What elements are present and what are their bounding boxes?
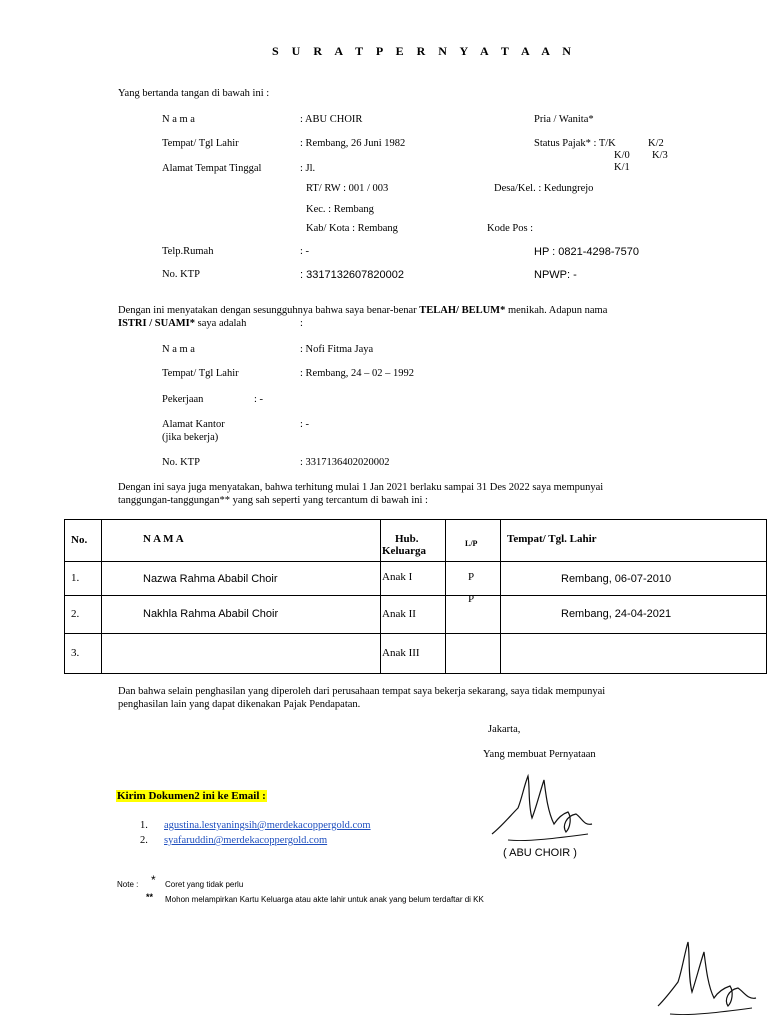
initials-signature-image <box>652 936 762 1022</box>
declarant-birth-value: : Rembang, 26 Juni 1982 <box>300 138 406 149</box>
address-label: Alamat Tempat Tinggal <box>162 163 262 174</box>
declarant-gender: Pria / Wanita* <box>534 114 594 125</box>
income-line-1: Dan bahwa selain penghasilan yang diperoleh dari perusahaan tempat saya bekerja sekarang, saya tidak mempunyai <box>118 686 606 697</box>
tax-k3: K/3 <box>652 150 668 161</box>
npwp: NPWP: - <box>534 269 577 281</box>
email-link-2[interactable]: syafaruddin@merdekacoppergold.com <box>164 835 328 846</box>
header-ttl-cell <box>501 520 767 562</box>
email-item-1-num: 1. <box>140 820 148 831</box>
table-row <box>65 596 767 634</box>
row-1-nama: Nazwa Rahma Ababil Choir <box>143 573 278 585</box>
header-keluarga: Keluarga <box>382 545 426 557</box>
dependents-table <box>64 519 767 674</box>
row-2-hub-cell <box>381 596 446 634</box>
header-nama-cell <box>102 520 381 562</box>
row-3-hub: Anak III <box>382 647 420 659</box>
row-2-nama-cell <box>102 596 381 634</box>
declarant-name-value: : ABU CHOIR <box>300 114 363 125</box>
spouse-birth-label: Tempat/ Tgl Lahir <box>162 368 239 379</box>
row-2-ttl-cell <box>501 596 767 634</box>
spouse-job-label: Pekerjaan <box>162 394 204 405</box>
row-2-ttl: Rembang, 24-04-2021 <box>561 608 672 620</box>
email-link-1[interactable]: agustina.lestyaningsih@merdekacoppergold.com <box>164 820 371 831</box>
tax-k1: K/1 <box>614 162 630 173</box>
tax-k2: K/2 <box>648 138 664 149</box>
header-no-cell <box>65 520 102 562</box>
ktp-label: No. KTP <box>162 269 200 280</box>
declarant-birth-label: Tempat/ Tgl Lahir <box>162 138 239 149</box>
spouse-office-sub: (jika bekerja) <box>162 432 219 443</box>
email-item-2-num: 2. <box>140 835 148 846</box>
closing-maker: Yang membuat Pernyataan <box>483 749 596 760</box>
row-2-hub: Anak II <box>382 608 416 620</box>
note-star-1: * <box>151 873 156 887</box>
spouse-office-label: Alamat Kantor <box>162 419 225 430</box>
row-1-lp-cell <box>446 562 501 596</box>
dependents-intro-line-1: Dengan ini saya juga menyatakan, bahwa terhitung mulai 1 Jan 2021 berlaku sampai 31 Des 2022 saya mempunyai <box>118 482 604 493</box>
row-2-lp: P <box>468 593 475 605</box>
signer-name: ( ABU CHOIR ) <box>503 847 577 859</box>
row-1-no: 1. <box>71 572 80 584</box>
spouse-office-value: : - <box>300 419 310 430</box>
row-3-hub-cell <box>381 634 446 674</box>
tax-status: Status Pajak* : T/K <box>534 138 616 149</box>
kecamatan: Kec. : Rembang <box>306 204 374 215</box>
mobile-phone: HP : 0821-4298-7570 <box>534 246 639 258</box>
phone-label: Telp.Rumah <box>162 246 214 257</box>
email-heading: Kirim Dokumen2 ini ke Email : <box>117 790 266 802</box>
row-3-ttl-cell <box>501 634 767 674</box>
note-star-2: ** <box>146 892 154 902</box>
row-2-no: 2. <box>71 608 80 620</box>
row-1-ttl: Rembang, 06-07-2010 <box>561 573 672 585</box>
row-1-nama-cell <box>102 562 381 596</box>
header-hub-cell <box>381 520 446 562</box>
table-row <box>65 562 767 596</box>
row-1-lp: P <box>468 571 475 583</box>
marriage-status-options: TELAH/ BELUM* <box>419 305 506 316</box>
header-lp: L/P <box>465 539 478 548</box>
row-3-nama-cell <box>102 634 381 674</box>
desa-kel: Desa/Kel. : Kedungrejo <box>494 183 594 194</box>
marriage-line-2-colon: : <box>300 318 303 329</box>
header-nama: N A M A <box>143 533 184 545</box>
address-value: : Jl. <box>300 163 316 174</box>
table-header-row <box>65 520 767 562</box>
row-1-no-cell <box>65 562 102 596</box>
row-2-nama: Nakhla Rahma Ababil Choir <box>143 608 279 620</box>
note-label: Note : <box>117 880 139 889</box>
intro-text: Yang bertanda tangan di bawah ini : <box>118 88 270 99</box>
row-1-ttl-cell <box>501 562 767 596</box>
income-line-2: penghasilan lain yang dapat dikenakan Pajak Pendapatan. <box>118 699 361 710</box>
note-text-1: Coret yang tidak perlu <box>165 880 244 889</box>
spouse-name-value: : Nofi Fitma Jaya <box>300 344 374 355</box>
row-1-hub: Anak I <box>382 571 413 583</box>
row-2-lp-cell <box>446 593 501 634</box>
document-title: S U R A T P E R N Y A T A A N <box>272 44 576 58</box>
table-row <box>65 634 767 674</box>
declarant-name-label: N a m a <box>162 114 195 125</box>
note-text-2: Mohon melampirkan Kartu Keluarga atau akte lahir untuk anak yang belum terdaftar di KK <box>165 895 484 904</box>
spouse-name-label: N a m a <box>162 344 195 355</box>
marriage-line-1 <box>118 305 607 316</box>
ktp-value: : 3317132607820002 <box>300 269 404 281</box>
header-lp-cell <box>446 520 501 562</box>
header-ttl: Tempat/ Tgl. Lahir <box>507 533 597 545</box>
row-3-no: 3. <box>71 647 80 659</box>
header-no: No. <box>71 534 88 546</box>
row-2-no-cell <box>65 596 102 634</box>
spouse-birth-value: : Rembang, 24 – 02 – 1992 <box>300 368 415 379</box>
spouse-type-options: ISTRI / SUAMI* <box>118 318 196 329</box>
row-3-no-cell <box>65 634 102 674</box>
rt-rw: RT/ RW : 001 / 003 <box>306 183 389 194</box>
signature-image <box>488 768 598 850</box>
marriage-line-1-post: menikah. Adapun nama <box>505 305 608 316</box>
closing-city: Jakarta, <box>488 724 521 735</box>
row-1-hub-cell <box>381 562 446 596</box>
spouse-ktp-label: No. KTP <box>162 457 200 468</box>
phone-value: : - <box>300 246 310 257</box>
marriage-line-2-post: saya adalah <box>195 318 247 329</box>
row-3-lp-cell <box>446 634 501 674</box>
tax-k0: K/0 <box>614 150 630 161</box>
spouse-job-value: : - <box>254 394 264 405</box>
header-hub: Hub. <box>395 533 419 545</box>
kode-pos: Kode Pos : <box>487 223 534 234</box>
spouse-ktp-value: : 3317136402020002 <box>300 457 390 468</box>
marriage-line-1-pre: Dengan ini menyatakan dengan sesungguhnya bahwa saya benar-benar <box>118 305 420 316</box>
marriage-line-2 <box>118 318 246 329</box>
dependents-intro-line-2: tanggungan-tanggungan** yang sah seperti yang tercantum di bawah ini : <box>118 495 428 506</box>
kabupaten: Kab/ Kota : Rembang <box>306 223 398 234</box>
